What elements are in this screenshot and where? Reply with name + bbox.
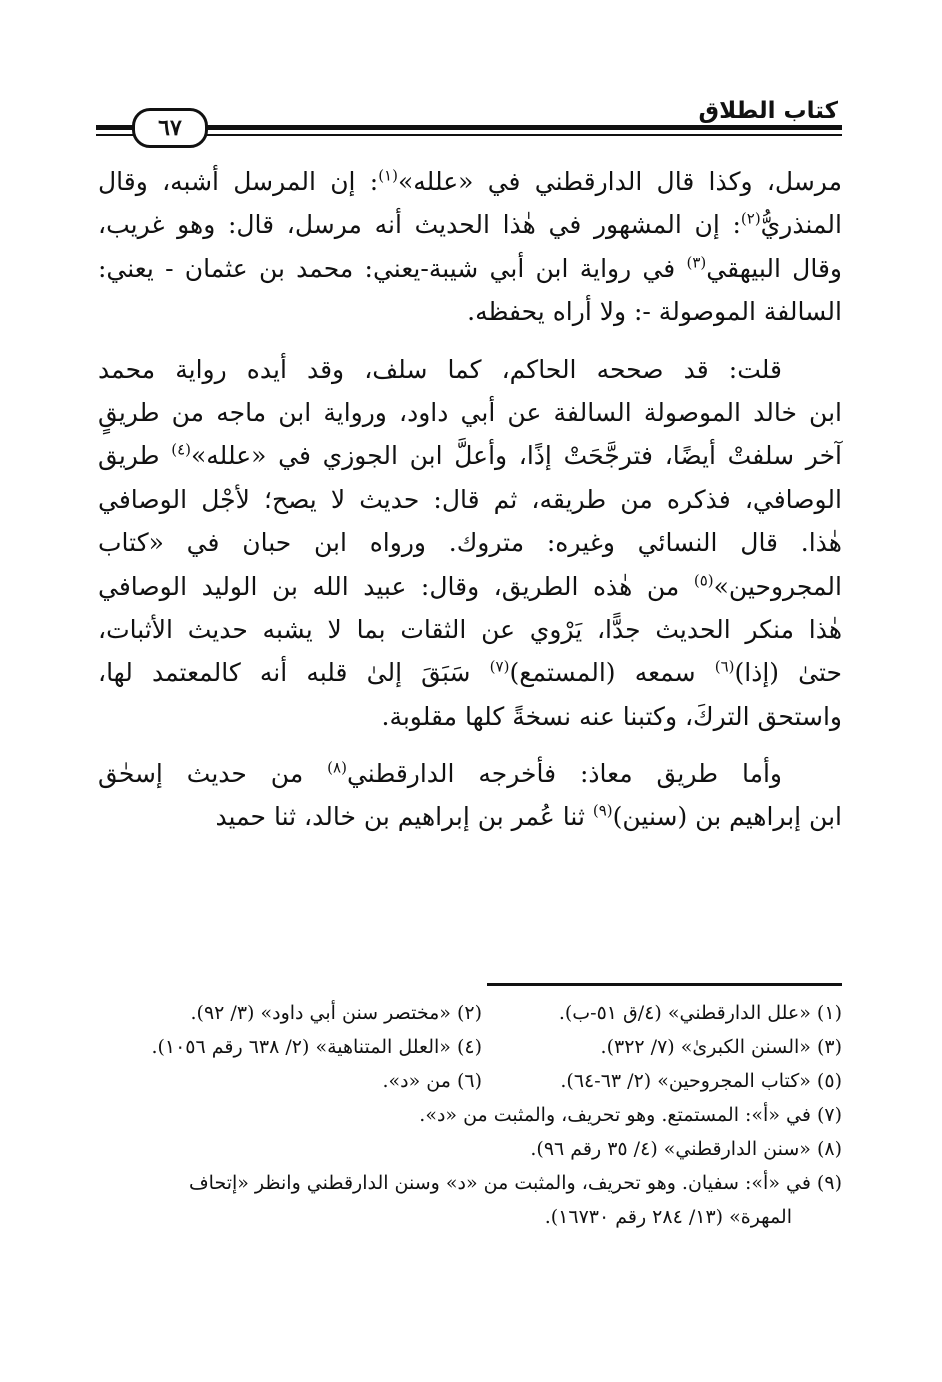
footnote-row — [98, 1064, 842, 1098]
footnote-row — [98, 1098, 842, 1132]
footnote-9: (٩) في «أ»: سفيان. وهو تحريف، والمثبت من «د» وسنن الدارقطني وانظر «إتحاف — [188, 1172, 842, 1194]
footnote-marker: (٦) — [714, 657, 735, 676]
header-rule-thick — [200, 125, 842, 130]
footnote-marker: (٢) — [740, 210, 761, 229]
header-rule-left-thin — [96, 134, 136, 136]
footnote-row — [98, 1132, 842, 1166]
paragraph-3 — [98, 752, 842, 839]
footnote-9-continued: المهرة» (١٣/ ٢٨٤ رقم ١٦٧٣٠). — [544, 1206, 792, 1228]
footnote-8: (٨) «سنن الدارقطني» (٤/ ٣٥ رقم ٩٦). — [530, 1138, 842, 1160]
page-number: ٦٧ — [132, 108, 208, 148]
footnote-marker: (٧) — [489, 657, 510, 676]
footnote-row — [98, 1030, 842, 1064]
text-line: الوصافي، فذكره من طريقه، ثم قال: حديث لا يصح؛ لأجْل الوصافي — [98, 484, 842, 514]
main-text — [98, 160, 842, 839]
text-line: قلت: قد صححه الحاكم، كما سلف، وقد أيده رواية محمد — [98, 354, 782, 384]
footnote-separator — [487, 983, 842, 986]
footnote-marker: (٣) — [686, 253, 707, 272]
footnote-row — [98, 1200, 842, 1234]
page-header — [96, 98, 842, 148]
footnote-2: (٢) «مختصر سنن أبي داود» (٣/ ٩٢). — [190, 1002, 482, 1024]
footnote-marker: (٨) — [327, 758, 347, 777]
footnote-6: (٦) من «د». — [382, 1070, 482, 1092]
header-rule-thin — [200, 134, 842, 136]
footnote-row — [98, 1166, 842, 1200]
text-line: المجروحين»$^{(٥)}$ من هٰذه الطريق، وقال: عبيد الله بن الوليد الوصافي — [98, 571, 842, 601]
text-line: آخر سلفتْ أيضًا، فترجَّحَتْ إذًا، وأعلَّ ابن الجوزي في «علله»$^{(٤)}$ طريق — [98, 441, 842, 471]
text-line: السالفة الموصولة -: ولا أراه يحفظه. — [467, 297, 842, 327]
footnote-5: (٥) «كتاب المجروحين» (٢/ ٦٣-٦٤). — [560, 1070, 842, 1092]
running-title: كتاب الطلاق — [698, 98, 838, 124]
footnote-marker: (١) — [378, 166, 398, 185]
footnote-4: (٤) «العلل المتناهية» (٢/ ٦٣٨ رقم ١٠٥٦). — [151, 1036, 482, 1058]
footnote-marker: (٥) — [693, 571, 714, 590]
paragraph-2 — [98, 348, 842, 739]
text-line: ابن خالد الموصولة السالفة عن أبي داود، ورواية ابن ماجه من طريقٍ — [98, 397, 842, 427]
paragraph-1 — [98, 160, 842, 334]
text-line: حتىٰ (إذا)$^{(٦)}$ سمعه (المستمع)$^{(٧)}$ سَبَقَ إلىٰ قلبه أنه كالمعتمد لها، — [98, 657, 843, 688]
footnote-1: (١) «علل الدارقطني» (٤/ق ٥١-ب). — [558, 1002, 842, 1024]
text-line: مرسل، وكذا قال الدارقطني في «علله»$^{(١)}$: إن المرسل أشبه، وقال — [98, 166, 842, 196]
header-rule-left-thick — [96, 125, 136, 130]
footnote-3: (٣) «السنن الكبرىٰ» (٧/ ٣٢٢). — [600, 1036, 842, 1058]
text-line: المنذريُّ$^{(٢)}$: إن المشهور في هٰذا الحديث أنه مرسل، قال: وهو غريب، — [98, 210, 842, 240]
text-line: هٰذا منكر الحديث جدًّا، يَرْوي عن الثقات بما لا يشبه حديث الأثبات، — [98, 614, 842, 644]
footnote-row — [98, 996, 842, 1030]
footnote-7: (٧) في «أ»: المستمتع. وهو تحريف، والمثبت من «د». — [419, 1104, 842, 1126]
text-line: هٰذا. قال النسائي وغيره: متروك. ورواه ابن حبان في «كتاب — [98, 528, 842, 558]
footnotes — [98, 996, 842, 1234]
footnote-marker: (٤) — [171, 441, 191, 460]
text-line: وقال البيهقي$^{(٣)}$ في رواية ابن أبي شيبة-يعني: محمد بن عثمان - يعني: — [98, 253, 842, 283]
footnote-marker: (٩) — [592, 802, 613, 821]
text-line: وأما طريق معاذ: فأخرجه الدارقطني$^{(٨)}$ من حديث إسحٰق — [98, 758, 782, 789]
text-line: واستحق التركَ، وكتبنا عنه نسخةً كلها مقلوبة. — [381, 701, 842, 731]
text-line: ابن إبراهيم بن (سنين)$^{(٩)}$ ثنا عُمر بن إبراهيم بن خالد، ثنا حميد — [215, 802, 842, 832]
